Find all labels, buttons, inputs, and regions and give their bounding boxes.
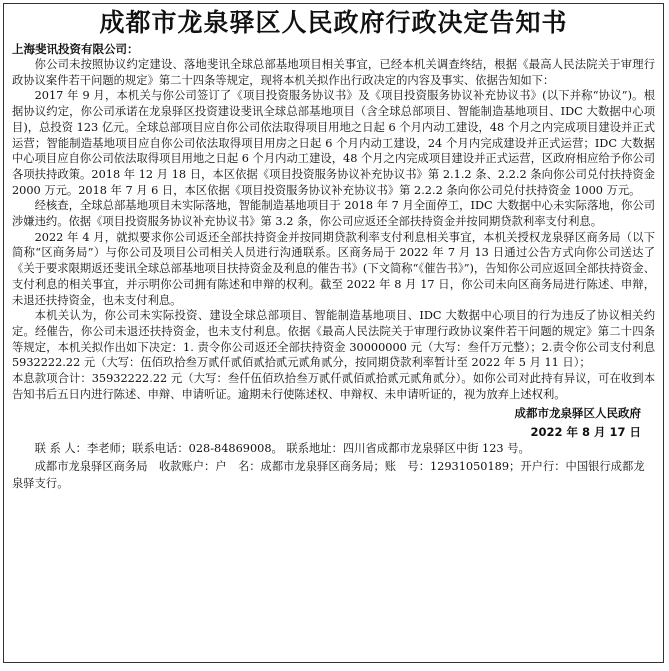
addressee: 上海斐讯投资有限公司： xyxy=(12,42,139,56)
intro-paragraph: 你公司未按照协议约定建设、落地斐讯全球总部基地项目相关事宜，已经本机关调查终结，根据《最高人民法院关于审理行政协议案件若干问题的规定》第二十四条等规定，现将本机关拟作出行政决定的内容及事实、依据告知如下： xyxy=(12,58,655,87)
signature-org: 成都市龙泉驿区人民政府 xyxy=(514,406,641,421)
total-amount-paragraph: 本息款项合计：35932222.22 元（大写：叁仟伍佰玖拾叁万贰仟贰佰贰拾贰元贰角贰分）。如你公司对此持有异议，可在收到本告知书后五日内进行陈述、申辩、申请听证。逾期未行使陈述权、申辩权、未申请听证的，视为放弃上述权利。 xyxy=(12,372,655,401)
communication-paragraph: 2022 年 4 月，就拟要求你公司返还全部扶持资金并按同期贷款利率支付利息相关事宜，本机关授权龙泉驿区商务局（以下简称“区商务局”）与你公司及项目公司相关人员进行沟通联系。区商务局于 2022 年 7 月 13 日通过公告方式向你公司送达了《关于要求限期返还斐讯全球总部基地项目扶持资金及利息的催告书》(下文简称“《催告书》”)，告知你公司应返回全部扶持资金、支付利息的相关事宜，并示明你公司拥有陈述和申辩的权利。截至 2022 年 8 月 17 日，你公司未向区商务局进行陈述、申辩，未退还扶持资金，也未支付利息。 xyxy=(12,230,655,307)
decision-paragraph: 本机关认为，你公司未实际投资、建设全球总部项目、智能制造基地项目、IDC 大数据中心项目的行为违反了协议相关约定。经催告，你公司未退还扶持资金，也未支付利息。依据《最高人民法院关于审理行政协议案件若干问题的规定》第二十四条等规定，本机关拟作出如下决定：1. 责令你公司返还全部扶持资金 30000000 元（大写：叁仟万元整）；2.责令你公司支付利息 5932222.22 元（大写：伍佰玖拾叁万贰仟贰佰贰拾贰元贰角贰分，按同期贷款利率暂计至 2022 年 5 月 11 日）； xyxy=(12,309,655,370)
contact-line: 联 系 人：李老师；联系电话：028-84869008。 联系地址：四川省成都市龙泉驿区中街 123 号。 xyxy=(34,442,530,456)
verification-paragraph: 经核查，全球总部基地项目未实际落地，智能制造基地项目于 2018 年 7 月全面停工，IDC 大数据中心未实际落地，你公司涉嫌违约。依据《项目投资服务协议补充协议书》第 3.2 条，你公司应返还全部扶持资金并按同期贷款利率支付利息。 xyxy=(12,199,655,229)
notice-document xyxy=(3,3,664,663)
account-line: 成都市龙泉驿区商务局 收款账户：户 名：成都市龙泉驿区商务局；账 号：12931050189；开户行：中国银行成都龙泉驿支行。 xyxy=(12,460,645,491)
background-paragraph: 2017 年 9 月，本机关与你公司签订了《项目投资服务协议书》及《项目投资服务协议补充协议书》(以下并称“协议”)。根据协议约定，你公司承诺在龙泉驿区投资建设斐讯全球总部基地项目（含全球总部项目、智能制造基地项目、IDC 大数据中心项目)，总投资 123 亿元。全球总部项目应自你公司依法取得项目用地之日起 6 个月内动工建设，48 个月之内完成项目建设并正式运营；智能制造基地项目应自你公司依法取得项目用房之日起 6 个月内动工建设，24 个月内完成建设并正式运营；IDC 大数据中心项目应自你公司依法取得项目用地之日起 6 个月内动工建设，48 个月之内完成项目建设并正式运营，区政府相应给予你公司各项扶持政策。2018 年 12 月 18 日，本区依据《项目投资服务协议补充协议书》第 2.1.2 条、2.2.2 条向你公司兑付扶持资金 2000 万元。2018 年 7 月 6 日，本区依据《项目投资服务协议补充协议书》第 2.2.2 条向你公司兑付扶持资金 1000 万元。 xyxy=(12,89,655,197)
signature-date: 2022 年 8 月 17 日 xyxy=(530,425,641,440)
notice-title: 成都市龙泉驿区人民政府行政决定告知书 xyxy=(99,8,568,37)
